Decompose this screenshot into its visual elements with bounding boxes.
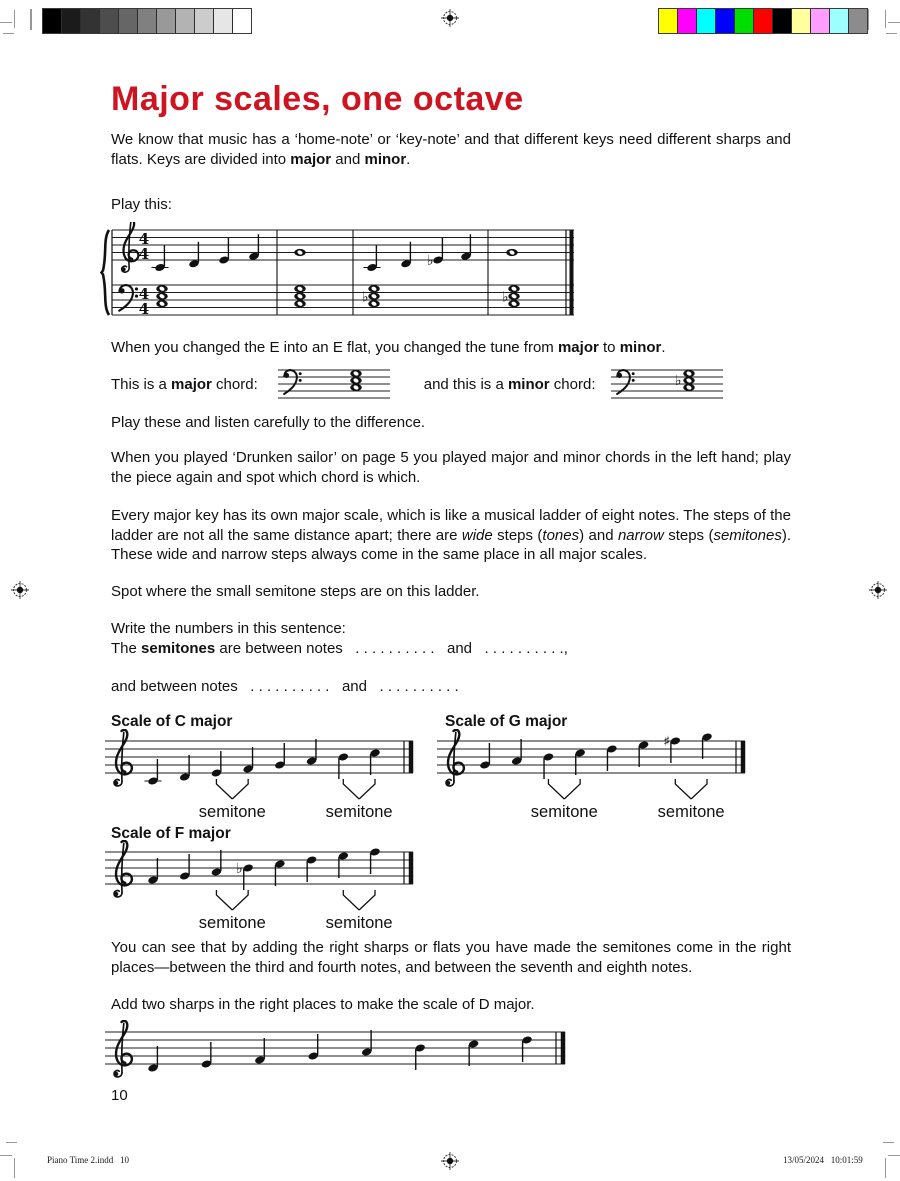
calibration-swatch bbox=[716, 9, 735, 33]
text-run: semitones bbox=[141, 640, 216, 657]
text-run: . bbox=[406, 150, 411, 168]
text-run: are between notes . . . . . . . . . . and . . . . . . . . . ., bbox=[215, 640, 568, 657]
text-run: ). These wide and narrow steps always come in the same place in all major scales. bbox=[111, 526, 791, 563]
paragraph-right-places: You can see that by adding the right sharps or flats you have made the semitones come in the right places—between the third and fourth notes, and between the seventh and eighth notes. bbox=[111, 939, 791, 976]
calibration-swatch bbox=[81, 9, 100, 33]
crop-mark bbox=[14, 10, 15, 28]
calibration-swatch bbox=[233, 9, 251, 33]
page-number: 10 bbox=[111, 1087, 128, 1104]
svg-text:semitone: semitone bbox=[325, 914, 393, 932]
svg-text:semitone: semitone bbox=[198, 803, 266, 821]
registration-mark-icon bbox=[441, 9, 459, 27]
calibration-swatch bbox=[697, 9, 716, 33]
calibration-swatch bbox=[157, 9, 176, 33]
svg-text:semitone: semitone bbox=[657, 803, 725, 821]
text-run: major bbox=[557, 339, 599, 356]
text-run: steps ( bbox=[492, 526, 543, 544]
calibration-swatch bbox=[754, 9, 773, 33]
svg-text:♭: ♭ bbox=[362, 289, 369, 306]
paragraph-intro bbox=[111, 130, 791, 169]
registration-mark-icon bbox=[11, 581, 29, 599]
text-run: and bbox=[331, 150, 365, 168]
c-major-scale-notation bbox=[105, 729, 415, 825]
svg-text:♭: ♭ bbox=[236, 861, 243, 877]
d-major-scale-notation bbox=[105, 1020, 567, 1080]
paragraph-major-minor bbox=[111, 338, 791, 358]
text-run: . bbox=[661, 339, 666, 356]
svg-text:4: 4 bbox=[138, 285, 150, 304]
crop-mark bbox=[885, 1158, 886, 1178]
crop-mark bbox=[14, 1158, 15, 1178]
text-run: The bbox=[111, 640, 142, 657]
svg-text:4: 4 bbox=[138, 245, 150, 264]
svg-text:semitone: semitone bbox=[198, 914, 266, 932]
grayscale-calibration-bar bbox=[42, 8, 252, 34]
scale-c-heading: Scale of C major bbox=[111, 713, 233, 730]
calibration-swatch bbox=[176, 9, 195, 33]
paragraph-listen: Play these and listen carefully to the difference. bbox=[111, 414, 426, 431]
text-run: minor bbox=[507, 376, 550, 394]
calibration-swatch bbox=[773, 9, 792, 33]
svg-text:semitone: semitone bbox=[325, 803, 393, 821]
calibration-swatch bbox=[43, 9, 62, 33]
g-major-scale-notation bbox=[437, 729, 747, 825]
print-slug-filename: Piano Time 2.indd 10 bbox=[47, 1155, 130, 1165]
scale-f-heading: Scale of F major bbox=[111, 825, 231, 842]
calibration-swatch bbox=[849, 9, 867, 33]
crop-mark bbox=[0, 22, 12, 23]
calibration-swatch bbox=[811, 9, 830, 33]
text-run: wide bbox=[461, 526, 493, 544]
svg-text:♭: ♭ bbox=[675, 373, 683, 389]
text-run: minor bbox=[364, 150, 407, 168]
text-run: narrow bbox=[617, 526, 664, 544]
text-run: semitones bbox=[713, 526, 782, 544]
f-major-scale-notation bbox=[105, 840, 415, 936]
scale-g-heading: Scale of G major bbox=[445, 713, 568, 730]
text-run: chord: bbox=[549, 376, 596, 394]
svg-text:4: 4 bbox=[138, 230, 150, 249]
grand-staff-notation bbox=[100, 222, 578, 326]
text-run: Every major key has its own major scale, which is like a musical ladder of eight notes. The steps of the ladder are not all the same distance apart; there are bbox=[111, 507, 791, 544]
crop-mark bbox=[6, 1142, 17, 1143]
major-chord-caption bbox=[111, 375, 258, 395]
print-slug-timestamp: 13/05/2024 10:01:59 bbox=[783, 1155, 863, 1165]
text-run: tones bbox=[542, 526, 580, 544]
crop-mark bbox=[883, 1142, 894, 1143]
text-run: This is a bbox=[111, 376, 172, 394]
paragraph-add-sharps: Add two sharps in the right places to make the scale of D major. bbox=[111, 996, 535, 1013]
calibration-swatch bbox=[100, 9, 119, 33]
calibration-swatch bbox=[119, 9, 138, 33]
text-run: ) and bbox=[579, 526, 618, 544]
text-run: chord: bbox=[211, 376, 258, 394]
text-run: major bbox=[171, 376, 212, 394]
paragraph-spot: Spot where the small semitone steps are on this ladder. bbox=[111, 583, 480, 600]
crop-mark bbox=[886, 33, 897, 34]
write-numbers-label: Write the numbers in this sentence: bbox=[111, 620, 346, 637]
minor-chord-notation bbox=[611, 362, 723, 408]
paragraph-drunken-sailor: When you played ‘Drunken sailor’ on page 5 you played major and minor chords in the left hand; play the piece again and spot which chord is which. bbox=[111, 449, 791, 486]
major-chord-notation bbox=[278, 362, 390, 408]
text-run: and this is a bbox=[423, 376, 508, 394]
calibration-swatch bbox=[138, 9, 157, 33]
chord-example-row bbox=[111, 360, 723, 410]
svg-text:semitone: semitone bbox=[530, 803, 598, 821]
calibration-swatch bbox=[735, 9, 754, 33]
page-title: Major scales, one octave bbox=[111, 80, 524, 118]
text-run: minor bbox=[619, 339, 662, 356]
text-run: major bbox=[290, 150, 332, 168]
calibration-swatch bbox=[62, 9, 81, 33]
crop-mark bbox=[888, 22, 900, 23]
text-run: We know that music has a ‘home-note’ or ‘key-note’ and that different keys need different sharps and flats. Keys are divided into bbox=[111, 131, 791, 168]
calibration-swatch bbox=[195, 9, 214, 33]
calibration-swatch bbox=[830, 9, 849, 33]
svg-text:♭: ♭ bbox=[502, 289, 509, 306]
crop-mark bbox=[888, 1155, 900, 1156]
text-run: to bbox=[598, 339, 620, 356]
crop-mark bbox=[0, 1155, 12, 1156]
text-run: When you changed the E into an E flat, you changed the tune from bbox=[111, 339, 558, 356]
color-calibration-bar bbox=[658, 8, 868, 34]
semitones-fill-in-line bbox=[111, 639, 568, 659]
svg-text:♯: ♯ bbox=[663, 734, 671, 750]
calibration-swatch bbox=[678, 9, 697, 33]
svg-text:4: 4 bbox=[138, 300, 150, 319]
svg-text:♭: ♭ bbox=[427, 253, 434, 269]
paragraph-ladder bbox=[111, 506, 791, 565]
text-run: steps ( bbox=[663, 526, 714, 544]
calibration-swatch bbox=[792, 9, 811, 33]
registration-mark-icon bbox=[869, 581, 887, 599]
between-notes-fill-in-line: and between notes . . . . . . . . . . and . . . . . . . . . . bbox=[111, 678, 459, 695]
crop-mark bbox=[885, 10, 886, 28]
crop-mark bbox=[30, 9, 32, 30]
minor-chord-caption bbox=[424, 375, 596, 395]
registration-mark-icon bbox=[441, 1152, 459, 1170]
crop-mark bbox=[3, 33, 14, 34]
calibration-swatch bbox=[659, 9, 678, 33]
calibration-swatch bbox=[214, 9, 233, 33]
play-this-label: Play this: bbox=[111, 196, 172, 213]
